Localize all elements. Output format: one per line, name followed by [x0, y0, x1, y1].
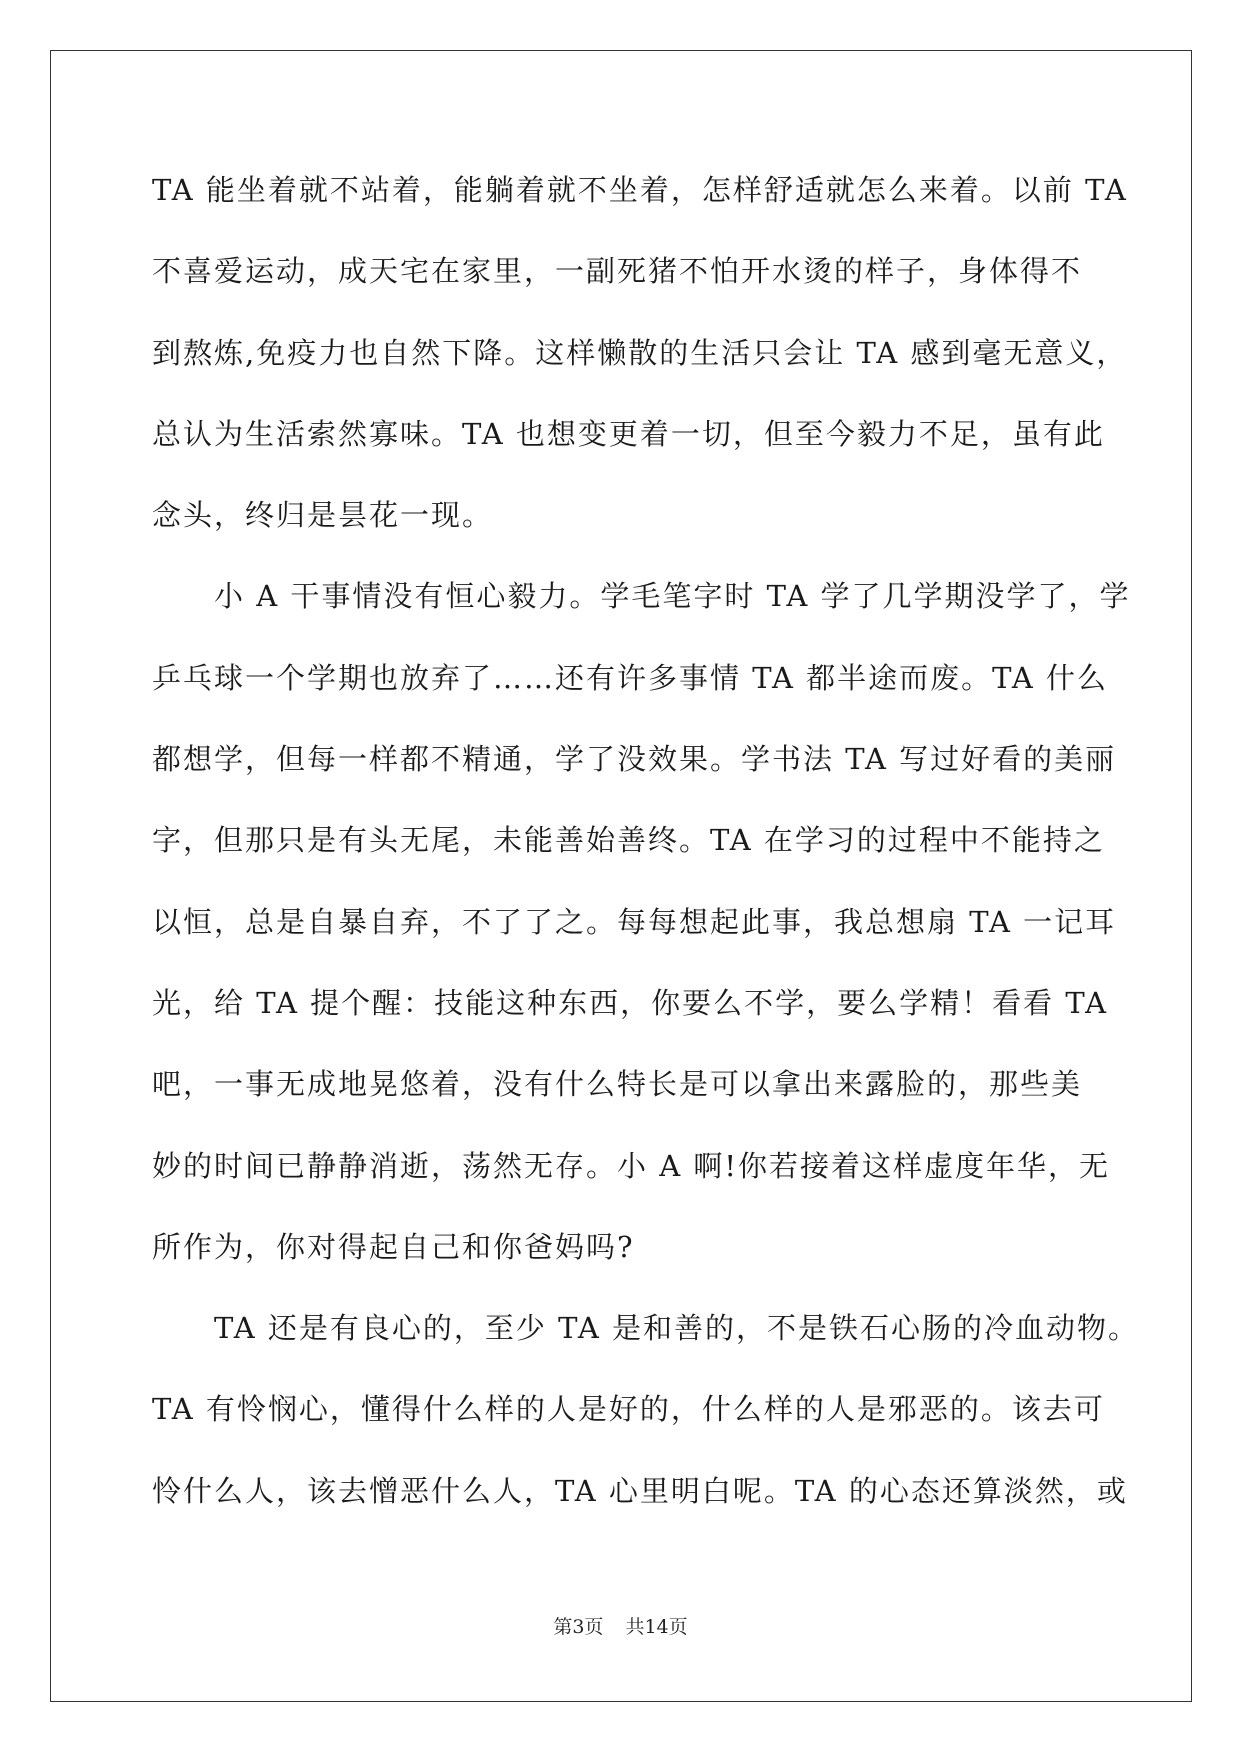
text-line: 所作为，你对得起自己和你爸妈吗?	[152, 1229, 635, 1264]
page-number: 第3页	[553, 1616, 604, 1638]
page-footer	[0, 1612, 1241, 1639]
text-line: 不喜爱运动，成天宅在家里，一副死猪不怕开水烫的样子，身体得不	[152, 254, 1083, 289]
text-line: 总认为生活索然寡味。TA 也想变更着一切，但至今毅力不足，虽有此	[152, 416, 1105, 451]
text-line: 都想学，但每一样都不精通，学了没效果。学书法 TA 写过好看的美丽	[152, 742, 1117, 777]
body-text	[152, 165, 1140, 1547]
text-line: 乒乓球一个学期也放弃了……还有许多事情 TA 都半途而废。TA 什么	[152, 660, 1109, 695]
text-line: 妙的时间已静静消逝，荡然无存。小 A 啊!你若接着这样虚度年华，无	[152, 1148, 1111, 1183]
text-line: TA 能坐着就不站着，能躺着就不坐着，怎样舒适就怎么来着。以前 TA	[152, 173, 1128, 207]
page-total: 共14页	[625, 1616, 688, 1638]
text-line: 吧，一事无成地晃悠着，没有什么特长是可以拿出来露脸的，那些美	[152, 1067, 1083, 1102]
text-line: TA 有怜悯心，懂得什么样的人是好的，什么样的人是邪恶的。该去可	[152, 1392, 1105, 1427]
text-line: 念头，终归是昙花一现。	[152, 498, 494, 533]
text-line: 光，给 TA 提个醒：技能这种东西，你要么不学，要么学精！看看 TA	[152, 985, 1109, 1020]
text-line: 小 A 干事情没有恒心毅力。学毛笔字时 TA 学了几学期没学了，学	[152, 579, 1131, 614]
text-line: 以恒，总是自暴自弃，不了了之。每每想起此事，我总想扇 TA 一记耳	[152, 904, 1117, 939]
text-line: 到熬炼,免疫力也自然下降。这样懒散的生活只会让 TA 感到毫无意义，	[152, 335, 1128, 370]
text-line: 怜什么人，该去憎恶什么人，TA 心里明白呢。TA 的心态还算淡然，或	[152, 1473, 1128, 1508]
text-line: TA 还是有良心的，至少 TA 是和善的，不是铁石心肠的冷血动物。	[152, 1311, 1140, 1346]
text-line: 字，但那只是有头无尾，未能善始善终。TA 在学习的过程中不能持之	[152, 823, 1105, 858]
